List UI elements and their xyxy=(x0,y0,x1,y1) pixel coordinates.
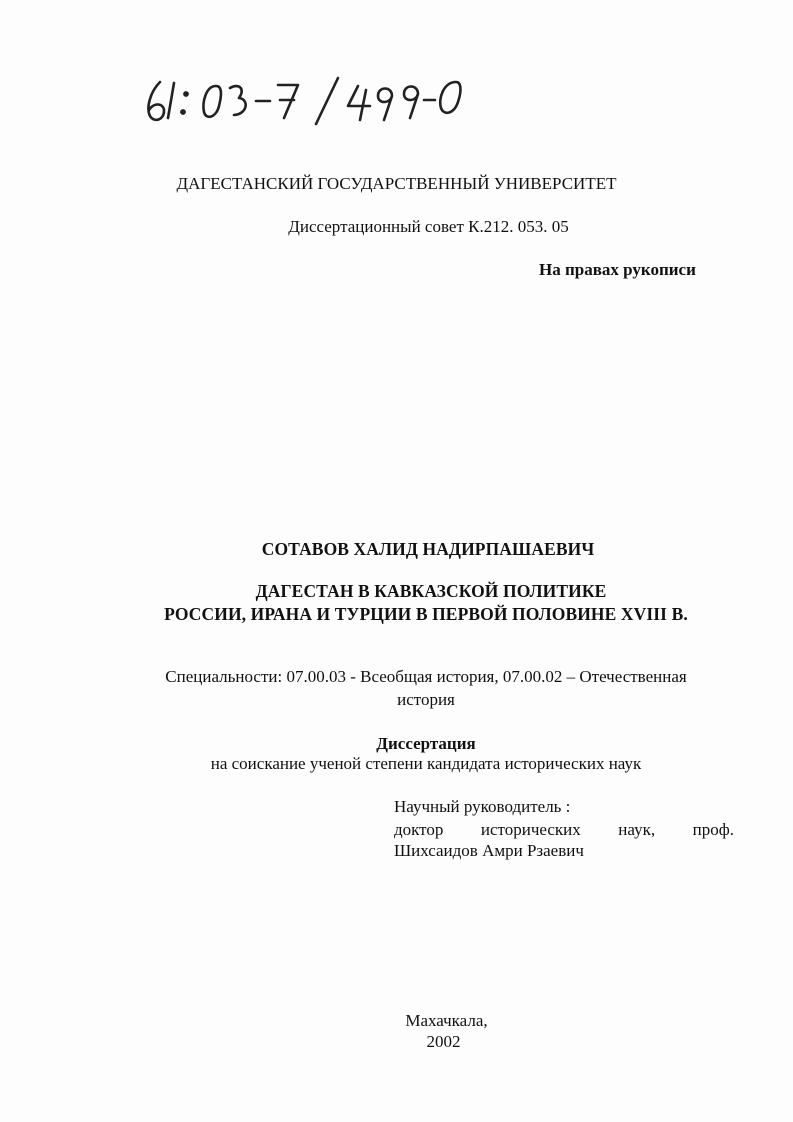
dissertation-council: Диссертационный совет К.212. 053. 05 xyxy=(288,217,569,236)
supervisor-degree xyxy=(394,819,734,841)
handwritten-archive-mark-svg xyxy=(138,68,478,128)
supervisor-degree-word: проф. xyxy=(692,820,734,839)
supervisor-degree-word: исторических xyxy=(480,820,581,839)
work-type-purpose: на соискание ученой степени кандидата исторических наук xyxy=(210,754,642,773)
supervisor-degree-word: доктор xyxy=(394,820,444,839)
dissertation-title-line1: ДАГЕСТАН В КАВКАЗСКОЙ ПОЛИТИКЕ xyxy=(255,581,607,601)
specialties-line2: история xyxy=(397,690,455,709)
manuscript-rights: На правах рукописи xyxy=(539,260,696,279)
supervisor-name: Шихсаидов Амри Рзаевич xyxy=(394,841,584,860)
year: 2002 xyxy=(426,1032,461,1051)
work-type-label: Диссертация xyxy=(376,734,476,753)
supervisor-heading: Научный руководитель : xyxy=(394,797,571,816)
specialties-line1: Специальности: 07.00.03 - Всеобщая история, 07.00.02 – Отечественная xyxy=(165,667,687,686)
supervisor-degree-word: наук, xyxy=(618,820,656,839)
author-name: СОТАВОВ ХАЛИД НАДИРПАШАЕВИЧ xyxy=(261,539,595,559)
handwritten-archive-mark xyxy=(138,68,478,128)
city: Махачкала, xyxy=(405,1011,488,1030)
university-name: ДАГЕСТАНСКИЙ ГОСУДАРСТВЕННЫЙ УНИВЕРСИТЕТ xyxy=(176,174,617,193)
dissertation-title-line2: РОССИИ, ИРАНА И ТУРЦИИ В ПЕРВОЙ ПОЛОВИНЕ XVIII В. xyxy=(164,604,688,624)
